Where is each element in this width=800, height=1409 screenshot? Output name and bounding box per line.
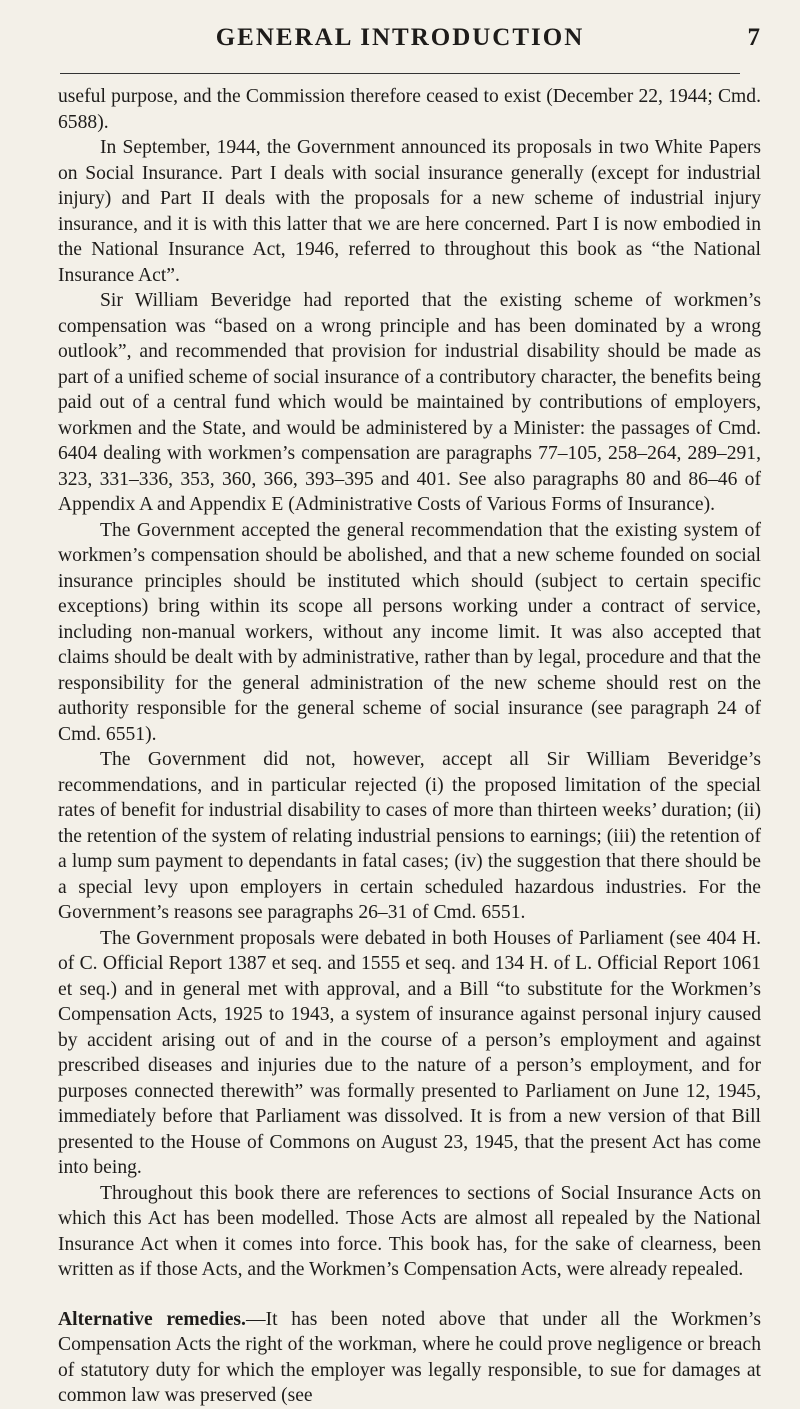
paragraph-alternative-remedies <box>58 1307 761 1409</box>
paragraph-references: Throughout this book there are references to sections of Social Insurance Acts on which this Act has been modelled. Those Acts are almost all repealed by the National Insurance Act when it comes into force. This book has, for the sake of clearness, been written as if those Acts, and the Workmen’s Compensation Acts, were already repealed. <box>58 1182 761 1280</box>
paragraph-beveridge-report: Sir William Beveridge had reported that the existing scheme of workmen’s compensation was “based on a wrong principle and has been dominated by a wrong outlook”, and recommended that provision for industrial disability should be made as part of a unified scheme of social insurance of a contributory character, the benefits being paid out of a central fund which would be maintained by contributions of employers, workmen and the State, and would be administered by a Minister: the passages of Cmd. 6404 dealing with workmen’s compensation are paragraphs 77–105, 258–264, 289–291, 323, 331–336, 353, 360, 366, 393–395 and 401. See also paragraphs 80 and 86–46 of Appendix A and Appendix E (Administrative Costs of Various Forms of Insurance). <box>58 290 761 515</box>
section-heading: Alternative remedies. <box>58 1308 246 1330</box>
running-head-title: GENERAL INTRODUCTION <box>215 24 585 51</box>
header-rule <box>60 73 740 74</box>
paragraph-parliament-debate: The Government proposals were debated in both Houses of Parliament (see 404 H. of C. Official Report 1387 et seq. and 1555 et seq. and 134 H. of L. Official Report 1061 et seq.) and in general met with approval, and a Bill “to substitute for the Workmen’s Compensation Acts, 1925 to 1943, a system of insurance against personal injury caused by accident arising out of and in the course of a person’s employment and against prescribed diseases and injuries due to the nature of a person’s employment, and for purposes connected therewith” was formally presented to Parliament on June 12, 1945, immediately before that Parliament was dissolved. It is from a new version of that Bill presented to the House of Commons on August 23, 1945, that the present Act has come into being. <box>58 927 761 1178</box>
paragraph-government-rejected: The Government did not, however, accept all Sir William Beveridge’s recommendations, and in particular rejected (i) the proposed limitation of the special rates of benefit for industrial disability to cases of more than thirteen weeks’ duration; (ii) the retention of the system of relating industrial pensions to earnings; (iii) the retention of a lump sum payment to dependants in fatal cases; (iv) the suggestion that there should be a special levy upon employers in certain scheduled hazardous industries. For the Government’s reasons see paragraphs 26–31 of Cmd. 6551. <box>58 749 761 923</box>
page-number: 7 <box>747 24 760 51</box>
section-text: —It has been noted above that under all the Workmen’s Compensation Acts the right of the workman, where he could prove negligence or breach of statutory duty for which the employer was legally responsible, to sue for damages at common law was preserved (see <box>58 1308 762 1406</box>
paragraph-government-accepted: The Government accepted the general recommendation that the existing system of workmen’s compensation should be abolished, and that a new scheme founded on social insurance principles should be instituted which should (subject to certain specific exceptions) bring within its scope all persons working under a contract of service, including non-manual workers, without any income limit. It was also accepted that claims should be dealt with by administrative, rather than by legal, procedure and that the responsibility for the general administration of the new scheme should rest on the authority responsible for the general scheme of social insurance (see paragraph 24 of Cmd. 6551). <box>58 519 761 745</box>
paragraph-continuation: useful purpose, and the Commission therefore ceased to exist (December 22, 1944; Cmd. 6588). <box>58 86 761 133</box>
paragraph-white-papers: In September, 1944, the Government announced its proposals in two White Papers on Social Insurance. Part I deals with social insurance generally (except for industrial injury) and Part II deals with the proposals for a new scheme of industrial injury insurance, and it is with this latter that we are here concerned. Part I is now embodied in the National Insurance Act, 1946, referred to throughout this book as “the National Insurance Act”. <box>58 137 761 286</box>
body-text <box>58 84 761 1409</box>
running-head <box>0 10 800 50</box>
